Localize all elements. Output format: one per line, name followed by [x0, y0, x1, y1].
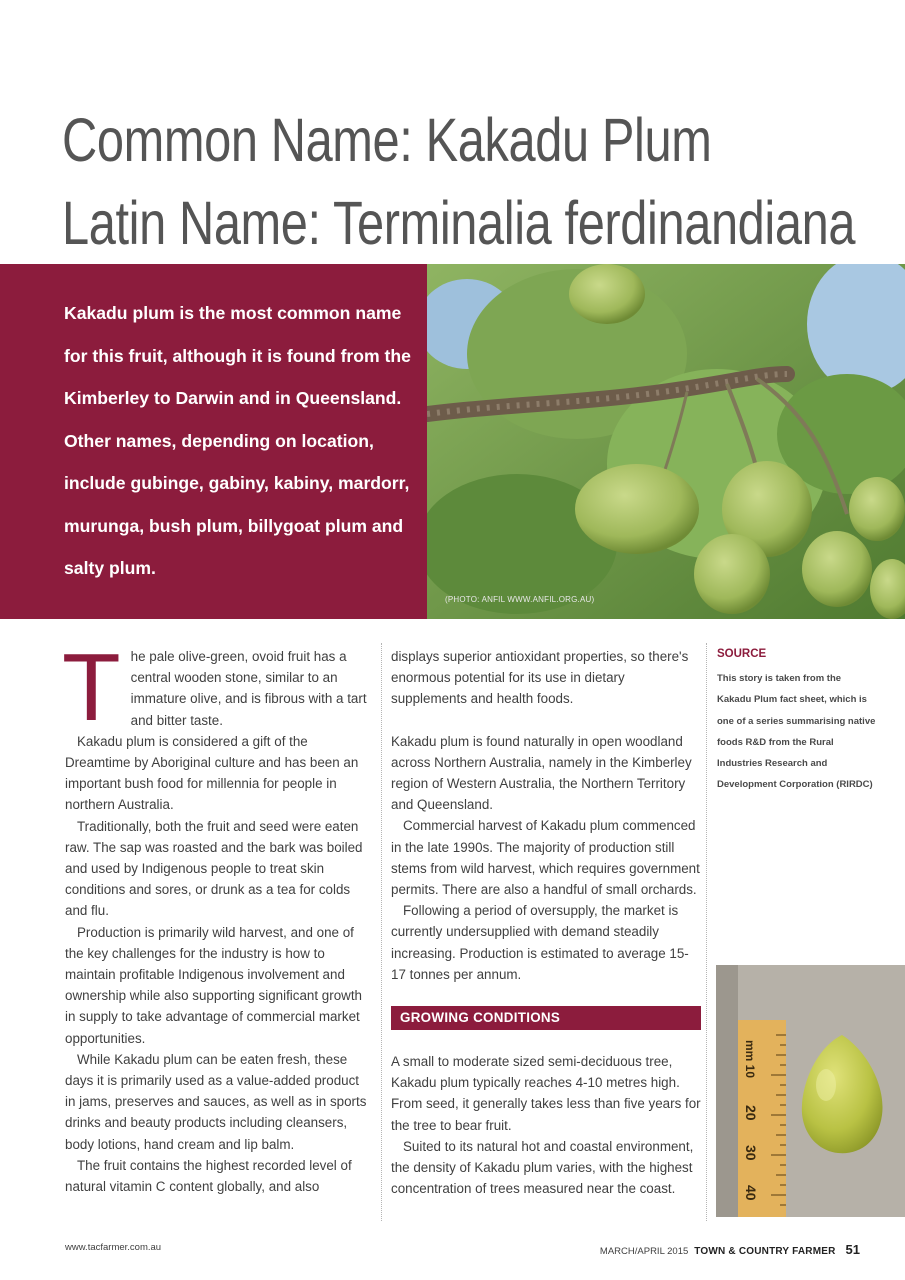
- intro-text: Kakadu plum is the most common name for this fruit, although it is found from the Kimberley to Darwin and in Queensland. Other names, depending on location, include gubinge, gabiny, kabiny, mardorr, murunga, bush plum, billygoat plum and salty plum.: [64, 303, 411, 578]
- page-number: 51: [845, 1242, 860, 1257]
- fruit-ruler-illustration: [716, 965, 905, 1217]
- common-name-heading: Common Name: Kakadu Plum: [62, 105, 712, 174]
- section-heading-growing-conditions: GROWING CONDITIONS: [391, 1006, 701, 1030]
- source-sidebar: [717, 648, 877, 796]
- ruler-label: 40: [743, 1185, 759, 1201]
- ruler-label: mm 10: [743, 1040, 757, 1079]
- ruler-label: 30: [743, 1145, 759, 1161]
- fruit-branch-illustration: [427, 264, 905, 619]
- paragraph: Suited to its natural hot and coastal environment, the density of Kakadu plum varies, with the highest concentration of trees measured near the coast.: [391, 1138, 694, 1197]
- intro-panel: [0, 264, 427, 619]
- paragraph-text: he pale olive-green, ovoid fruit has a central wooden stone, similar to an immature olive, and is fibrous with a tart and bitter taste.: [130, 649, 367, 728]
- paragraph: Commercial harvest of Kakadu plum commenced in the late 1990s. The majority of production still stems from wild harvest, which requires government permits. There are also a handful of small orchards.: [391, 818, 700, 898]
- paragraph: displays superior antioxidant properties, so there's enormous potential for its use in dietary supplements and health foods.: [391, 649, 689, 707]
- paragraph: [62, 634, 373, 741]
- latin-name-heading: Latin Name: Terminalia ferdinandiana: [62, 188, 856, 257]
- footer-right: [600, 1242, 860, 1257]
- paragraph: Production is primarily wild harvest, and one of the key challenges for the industry is how to maintain profitable Indigenous involvement and ownership while also supporting significant growth in supply to take advantage of commercial market opportunities.: [65, 924, 362, 1046]
- paragraph: A small to moderate sized semi-deciduous tree, Kakadu plum typically reaches 4-10 metres high. From seed, it generally takes less than five years for the tree to bear fruit.: [391, 1054, 701, 1133]
- column-divider: [706, 643, 707, 1221]
- article-column-2: [391, 646, 701, 1199]
- paragraph: Kakadu plum is considered a gift of the Dreamtime by Aboriginal culture and has been an important bush food for millennia for people in northern Australia.: [65, 733, 359, 813]
- drop-cap: T: [62, 634, 121, 741]
- paragraph: Kakadu plum is found naturally in open woodland across Northern Australia, namely in the Kimberley region of Western Australia, the Northern Territory and Queensland.: [391, 733, 692, 813]
- article-column-1: [62, 634, 373, 1197]
- paragraph: While Kakadu plum can be eaten fresh, these days it is primarily used as a value-added product in jams, preserves and sauces, as well as in sports drinks and beauty products including cleansers, body lotions, hand cream and lip balm.: [65, 1051, 367, 1152]
- kakadu-plum-tree-photo: [427, 264, 905, 619]
- footer-issue: MARCH/APRIL 2015: [599, 1246, 689, 1257]
- footer-website: www.tacfarmer.com.au: [65, 1242, 162, 1253]
- source-body: This story is taken from the Kakadu Plum fact sheet, which is one of a series summarising native foods R&D from the Rural Industries Research and Development Corporation (RIRDC): [717, 673, 876, 791]
- photo-credit: (PHOTO: ANFIL WWW.ANFIL.ORG.AU): [445, 595, 595, 604]
- page-title: [62, 99, 856, 265]
- column-divider: [381, 643, 382, 1221]
- paragraph: Following a period of oversupply, the market is currently undersupplied with demand steadily increasing. Production is estimated to average 15-17 tonnes per annum.: [391, 903, 689, 982]
- fruit-with-ruler-photo: [716, 965, 905, 1217]
- footer-magazine-name: TOWN & COUNTRY FARMER: [694, 1246, 836, 1257]
- paragraph: Traditionally, both the fruit and seed were eaten raw. The sap was roasted and the bark was boiled and used by Indigenous people to treat skin conditions and sores, or drunk as a tea for colds and flu.: [65, 818, 363, 919]
- ruler-label: 20: [743, 1105, 759, 1121]
- source-heading: SOURCE: [717, 648, 767, 660]
- paragraph: The fruit contains the highest recorded level of natural vitamin C content globally, and also: [65, 1157, 352, 1195]
